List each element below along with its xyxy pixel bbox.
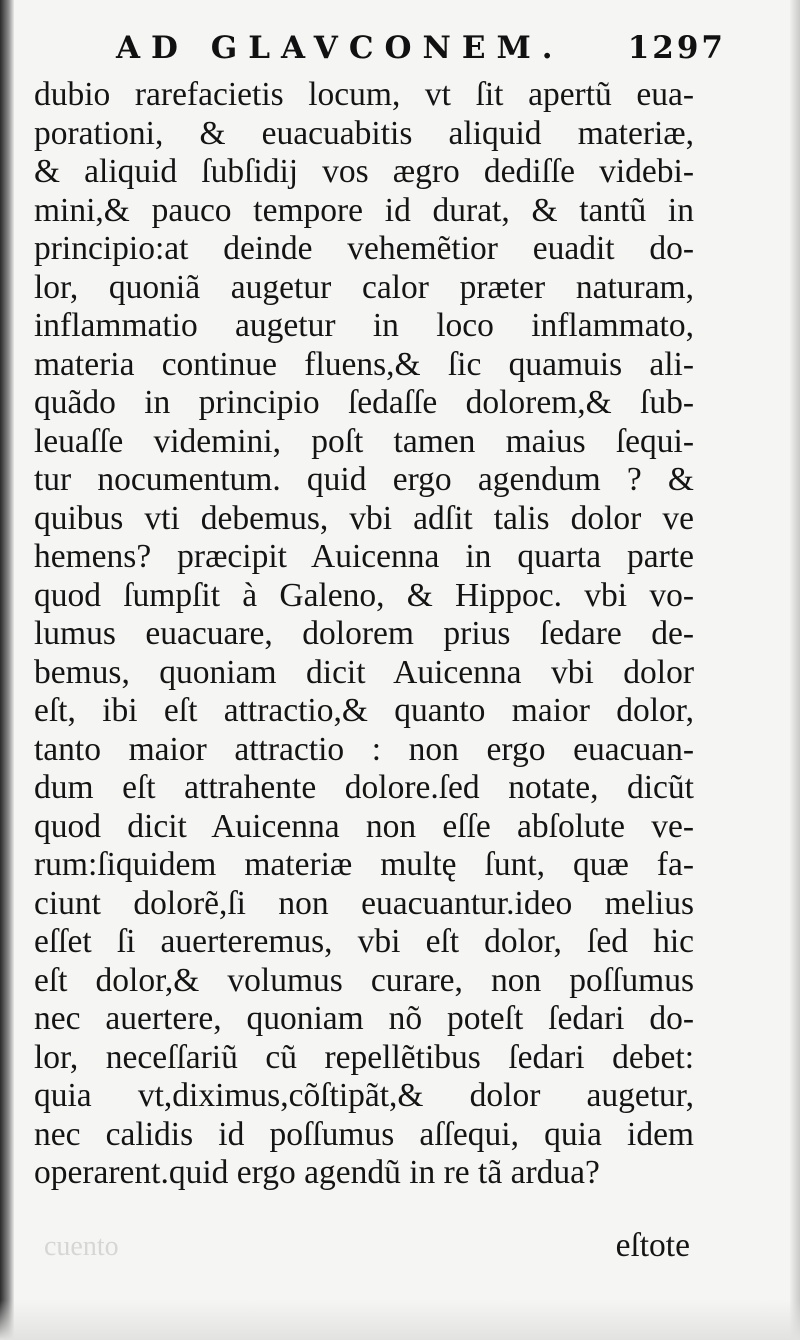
text-line: rum:ſiquidem materiæ multę ſunt, quæ fa- — [34, 846, 694, 883]
page-edge — [790, 0, 800, 1340]
text-line: tanto maior attractio : non ergo euacuan- — [34, 730, 694, 768]
body-text — [34, 76, 694, 1193]
text-line: lor, quoniã augetur calor præter naturam, — [34, 268, 694, 306]
text-line: eſſet ſi auerteremus, vbi eſt dolor, ſed hic — [34, 923, 694, 960]
text-line: hemens? præcipit Auicenna in quarta parte — [34, 538, 694, 575]
text-line: principio:at deinde vehemẽtior euadit do- — [34, 230, 694, 267]
text-line: lor, neceſſariũ cũ repellẽtibus ſedari debet: — [34, 1038, 694, 1076]
binding-shadow — [0, 0, 14, 1340]
text-line: materia continue fluens,& ſic quamuis ali- — [34, 345, 694, 383]
page-number: 1297 — [627, 30, 726, 66]
text-line: eſt dolor,& volumus curare, non poſſumus — [34, 961, 694, 999]
text-line: inflammatio augetur in loco inflammato, — [34, 307, 694, 344]
text-line: operarent.quid ergo agendũ in re tã ardua? — [34, 1154, 600, 1191]
text-line: ciunt dolorẽ,ſi non euacuantur.ideo melius — [34, 884, 694, 922]
text-line: bemus, quoniam dicit Auicenna vbi dolor — [34, 653, 694, 691]
text-line: quibus vti debemus, vbi adſit talis dolor ve — [34, 499, 694, 537]
catchword: eſtote — [615, 1227, 690, 1264]
text-line: tur nocumentum. quid ergo agendum ? & — [34, 461, 694, 498]
text-line: dum eſt attrahente dolore.ſed notate, dicũt — [34, 769, 694, 806]
text-line: dubio rarefacietis locum, vt ſit apertũ eua- — [34, 76, 694, 113]
text-line: quãdo in principio ſedaſſe dolorem,& ſub- — [34, 384, 694, 421]
text-line: mini,& pauco tempore id durat, & tantũ in — [34, 191, 694, 229]
text-line: nec calidis id poſſumus aſſequi, quia idem — [34, 1115, 694, 1153]
page-header — [116, 26, 726, 74]
show-through-text: cuento — [44, 1231, 119, 1262]
text-line: quia vt,diximus,cõſtipãt,& dolor augetur, — [34, 1077, 694, 1114]
text-line: nec auertere, quoniam nõ poteſt ſedari do- — [34, 1000, 694, 1037]
text-line: eſt, ibi eſt attractio,& quanto maior dolor, — [34, 692, 694, 729]
text-line: leuaſſe videmini, poſt tamen maius ſequi- — [34, 422, 694, 460]
text-line: lumus euacuare, dolorem prius ſedare de- — [34, 615, 694, 652]
running-head: AD GLAVCONEM. — [116, 30, 564, 66]
text-line: porationi, & euacuabitis aliquid materiæ, — [34, 114, 694, 152]
bottom-shadow — [0, 1300, 800, 1340]
text-line: & aliquid ſubſidij vos ægro dediſſe videbi- — [34, 153, 694, 190]
text-line: quod ſumpſit à Galeno, & Hippoc. vbi vo- — [34, 576, 694, 614]
text-line: quod dicit Auicenna non eſſe abſolute ve- — [34, 807, 694, 845]
